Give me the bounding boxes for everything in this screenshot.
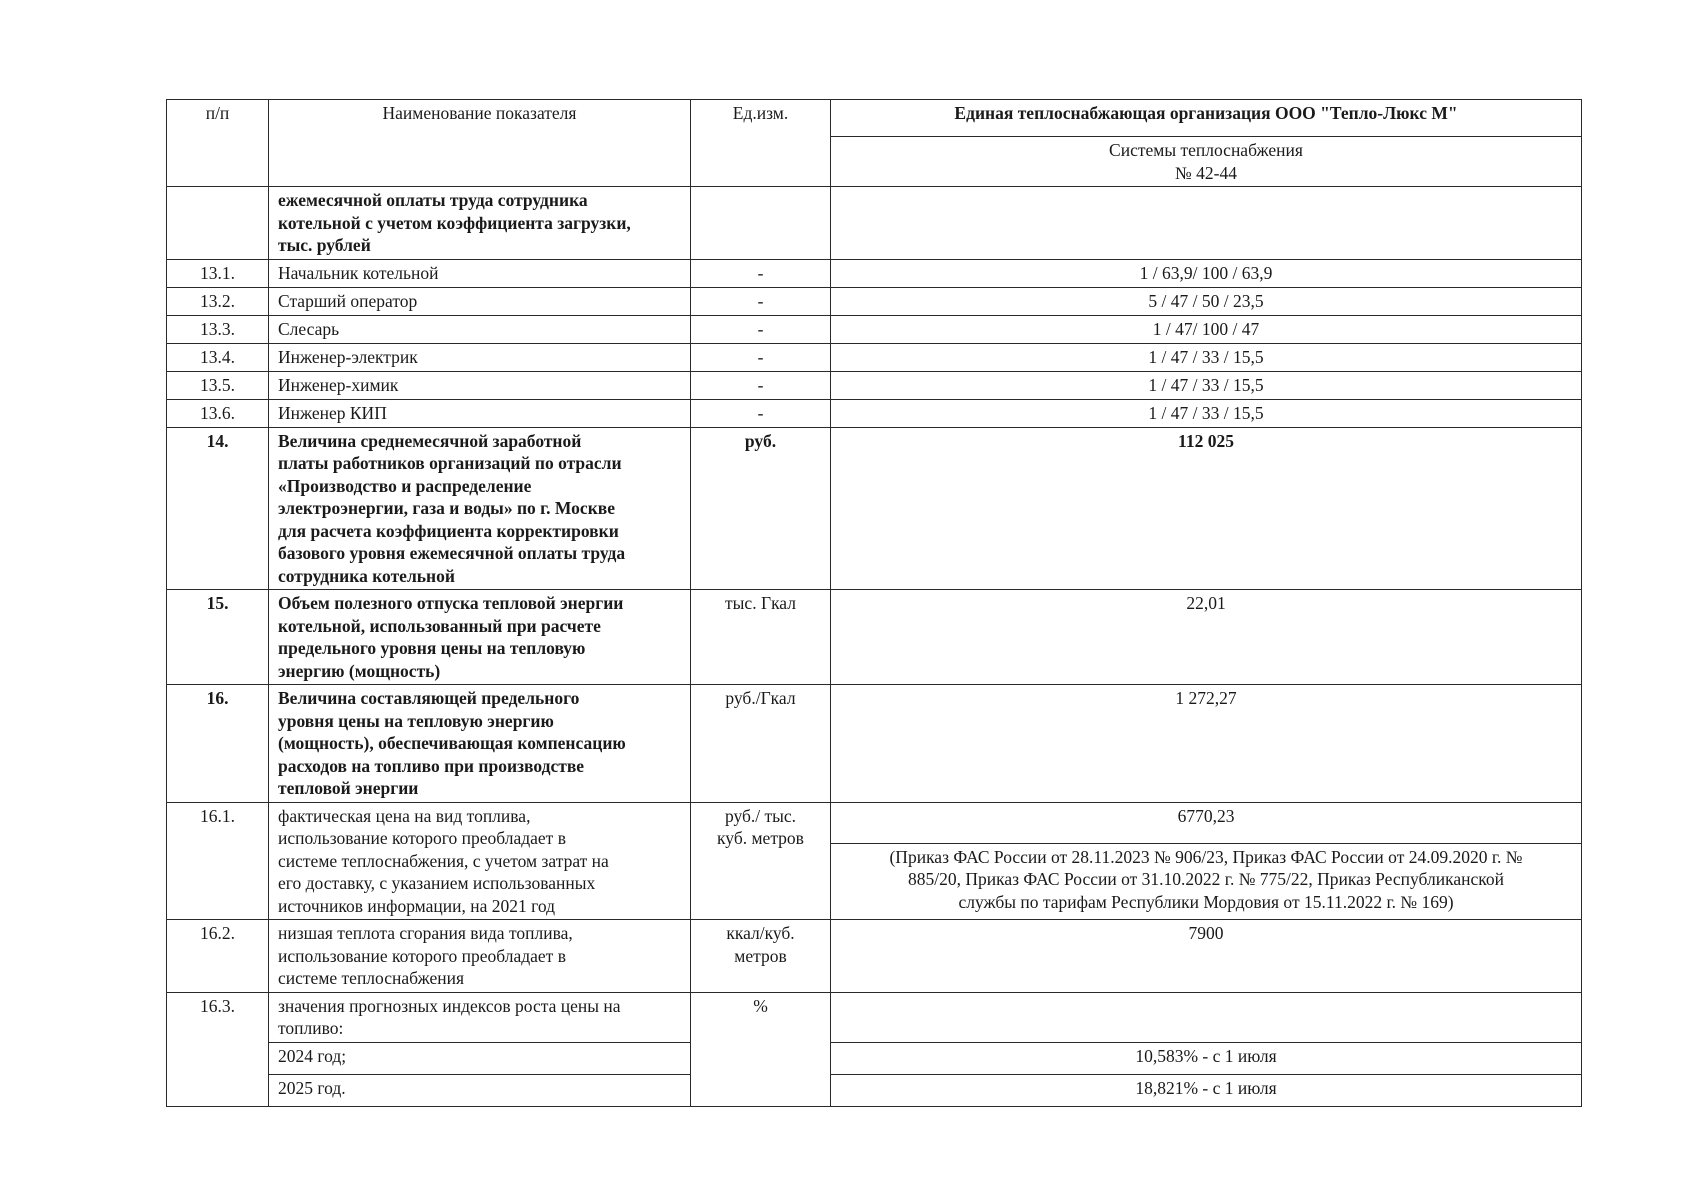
- cell-value: 7900: [831, 920, 1582, 993]
- header-row: [167, 100, 1582, 137]
- name-line: низшая теплота сгорания вида топлива,: [278, 923, 573, 943]
- header-org: Единая теплоснабжающая организация ООО "Тепло-Люкс М": [831, 100, 1582, 137]
- cell-name: [269, 590, 691, 685]
- name-line: системе теплоснабжения, с учетом затрат на: [278, 850, 609, 871]
- table-row: [167, 802, 1582, 843]
- name-line: платы работников организаций по отрасли: [278, 453, 622, 473]
- name-line: (мощность), обеспечивающая компенсацию: [278, 733, 626, 753]
- cell-num: 16.: [167, 685, 269, 803]
- table-row: [167, 1042, 1582, 1074]
- source-line: (Приказ ФАС России от 28.11.2023 № 906/23, Приказ ФАС России от 24.09.2020 г. №: [889, 846, 1523, 867]
- name-line: топливо:: [278, 1018, 344, 1038]
- cell-value: [831, 992, 1582, 1042]
- cell-num: 15.: [167, 590, 269, 685]
- name-line: энергию (мощность): [278, 660, 441, 681]
- table-row: [167, 371, 1582, 399]
- cell-value: 6770,23: [831, 802, 1582, 843]
- cell-unit: -: [691, 287, 831, 315]
- cell-unit: -: [691, 399, 831, 427]
- name-line: базового уровня ежемесячной оплаты труда: [278, 543, 626, 563]
- header-systems: [831, 137, 1582, 187]
- name-line: для расчета коэффициента корректировки: [278, 520, 619, 541]
- table-row: [167, 399, 1582, 427]
- cell-unit: [691, 187, 831, 260]
- cell-unit: -: [691, 259, 831, 287]
- table-row: [167, 187, 1582, 260]
- name-line: котельной, использованный при расчете: [278, 615, 601, 636]
- source-line: службы по тарифам Республики Мордовия от 15.11.2022 г. № 169): [958, 891, 1454, 912]
- cell-num: 13.3.: [167, 315, 269, 343]
- unit-line: ккал/куб.: [726, 923, 795, 943]
- name-line: источников информации, на 2021 год: [278, 895, 556, 916]
- cell-num: 13.5.: [167, 371, 269, 399]
- cell-unit: -: [691, 371, 831, 399]
- cell-value: 1 / 47/ 100 / 47: [831, 315, 1582, 343]
- cell-value: 5 / 47 / 50 / 23,5: [831, 287, 1582, 315]
- cell-value: 1 / 63,9/ 100 / 63,9: [831, 259, 1582, 287]
- cell-name: Старший оператор: [269, 287, 691, 315]
- systems-label: Системы теплоснабжения: [1109, 140, 1303, 160]
- cell-name: Инженер-электрик: [269, 343, 691, 371]
- table-row: [167, 992, 1582, 1042]
- name-line: тыс. рублей: [278, 235, 371, 255]
- name-line: использование которого преобладает в: [278, 828, 566, 848]
- cell-unit: [691, 802, 831, 920]
- table-row: [167, 1074, 1582, 1106]
- cell-unit: -: [691, 315, 831, 343]
- name-line: Величина составляющей предельного: [278, 688, 580, 708]
- table-row: [167, 427, 1582, 590]
- cell-num: [167, 187, 269, 260]
- cell-num: 16.3.: [167, 992, 269, 1106]
- table-row: [167, 315, 1582, 343]
- unit-line: метров: [734, 945, 787, 966]
- name-line: фактическая цена на вид топлива,: [278, 805, 531, 826]
- cell-year: 2025 год.: [269, 1074, 691, 1106]
- cell-unit: %: [691, 992, 831, 1106]
- cell-unit: тыс. Гкал: [691, 590, 831, 685]
- name-line: его доставку, с указанием использованных: [278, 873, 596, 893]
- cell-value: 1 272,27: [831, 685, 1582, 803]
- cell-num: 16.2.: [167, 920, 269, 993]
- cell-value: 112 025: [831, 427, 1582, 590]
- cell-name: [269, 920, 691, 993]
- table-row: [167, 685, 1582, 803]
- name-line: значения прогнозных индексов роста цены на: [278, 995, 621, 1016]
- source-line: 885/20, Приказ ФАС России от 31.10.2022 г. № 775/22, Приказ Республиканской: [908, 869, 1504, 890]
- systems-number: № 42-44: [1175, 162, 1237, 183]
- name-line: расходов на топливо при производстве: [278, 755, 585, 776]
- table-row: [167, 920, 1582, 993]
- cell-num: 14.: [167, 427, 269, 590]
- cell-num: 13.2.: [167, 287, 269, 315]
- cell-num: 16.1.: [167, 802, 269, 920]
- cell-name: Начальник котельной: [269, 259, 691, 287]
- cell-name: Слесарь: [269, 315, 691, 343]
- table-row: [167, 343, 1582, 371]
- cell-name: [269, 802, 691, 920]
- cell-value: 1 / 47 / 33 / 15,5: [831, 371, 1582, 399]
- name-line: уровня цены на тепловую энергию: [278, 710, 554, 731]
- cell-num: 13.4.: [167, 343, 269, 371]
- header-num: п/п: [167, 100, 269, 187]
- unit-line: куб. метров: [717, 828, 804, 848]
- cell-source: [831, 843, 1582, 919]
- cell-name: [269, 685, 691, 803]
- cell-unit: руб./Гкал: [691, 685, 831, 803]
- cell-value: 1 / 47 / 33 / 15,5: [831, 343, 1582, 371]
- table-row: [167, 259, 1582, 287]
- name-line: электроэнергии, газа и воды» по г. Москве: [278, 498, 615, 518]
- name-line: предельного уровня цены на тепловую: [278, 638, 586, 658]
- table-row: [167, 287, 1582, 315]
- cell-name: [269, 187, 691, 260]
- name-line: «Производство и распределение: [278, 475, 532, 496]
- name-line: системе теплоснабжения: [278, 968, 465, 988]
- header-name: Наименование показателя: [269, 100, 691, 187]
- name-line: Объем полезного отпуска тепловой энергии: [278, 593, 624, 613]
- cell-name: Инженер КИП: [269, 399, 691, 427]
- unit-line: руб./ тыс.: [724, 805, 797, 826]
- name-line: тепловой энергии: [278, 778, 419, 798]
- cell-year: 2024 год;: [269, 1042, 691, 1074]
- tariff-table: [166, 99, 1582, 1107]
- cell-name: [269, 427, 691, 590]
- cell-value: 1 / 47 / 33 / 15,5: [831, 399, 1582, 427]
- name-line: сотрудника котельной: [278, 565, 455, 586]
- cell-unit: -: [691, 343, 831, 371]
- cell-unit: [691, 920, 831, 993]
- cell-unit: руб.: [691, 427, 831, 590]
- cell-name: Инженер-химик: [269, 371, 691, 399]
- cell-value: 18,821% - с 1 июля: [831, 1074, 1582, 1106]
- cell-num: 13.1.: [167, 259, 269, 287]
- name-line: котельной с учетом коэффициента загрузки,: [278, 212, 631, 233]
- cell-value: 22,01: [831, 590, 1582, 685]
- name-line: ежемесячной оплаты труда сотрудника: [278, 190, 588, 210]
- cell-name: [269, 992, 691, 1042]
- cell-value: [831, 187, 1582, 260]
- name-line: использование которого преобладает в: [278, 945, 566, 966]
- cell-num: 13.6.: [167, 399, 269, 427]
- name-line: Величина среднемесячной заработной: [278, 430, 582, 451]
- cell-value: 10,583% - с 1 июля: [831, 1042, 1582, 1074]
- header-unit: Ед.изм.: [691, 100, 831, 187]
- table-row: [167, 590, 1582, 685]
